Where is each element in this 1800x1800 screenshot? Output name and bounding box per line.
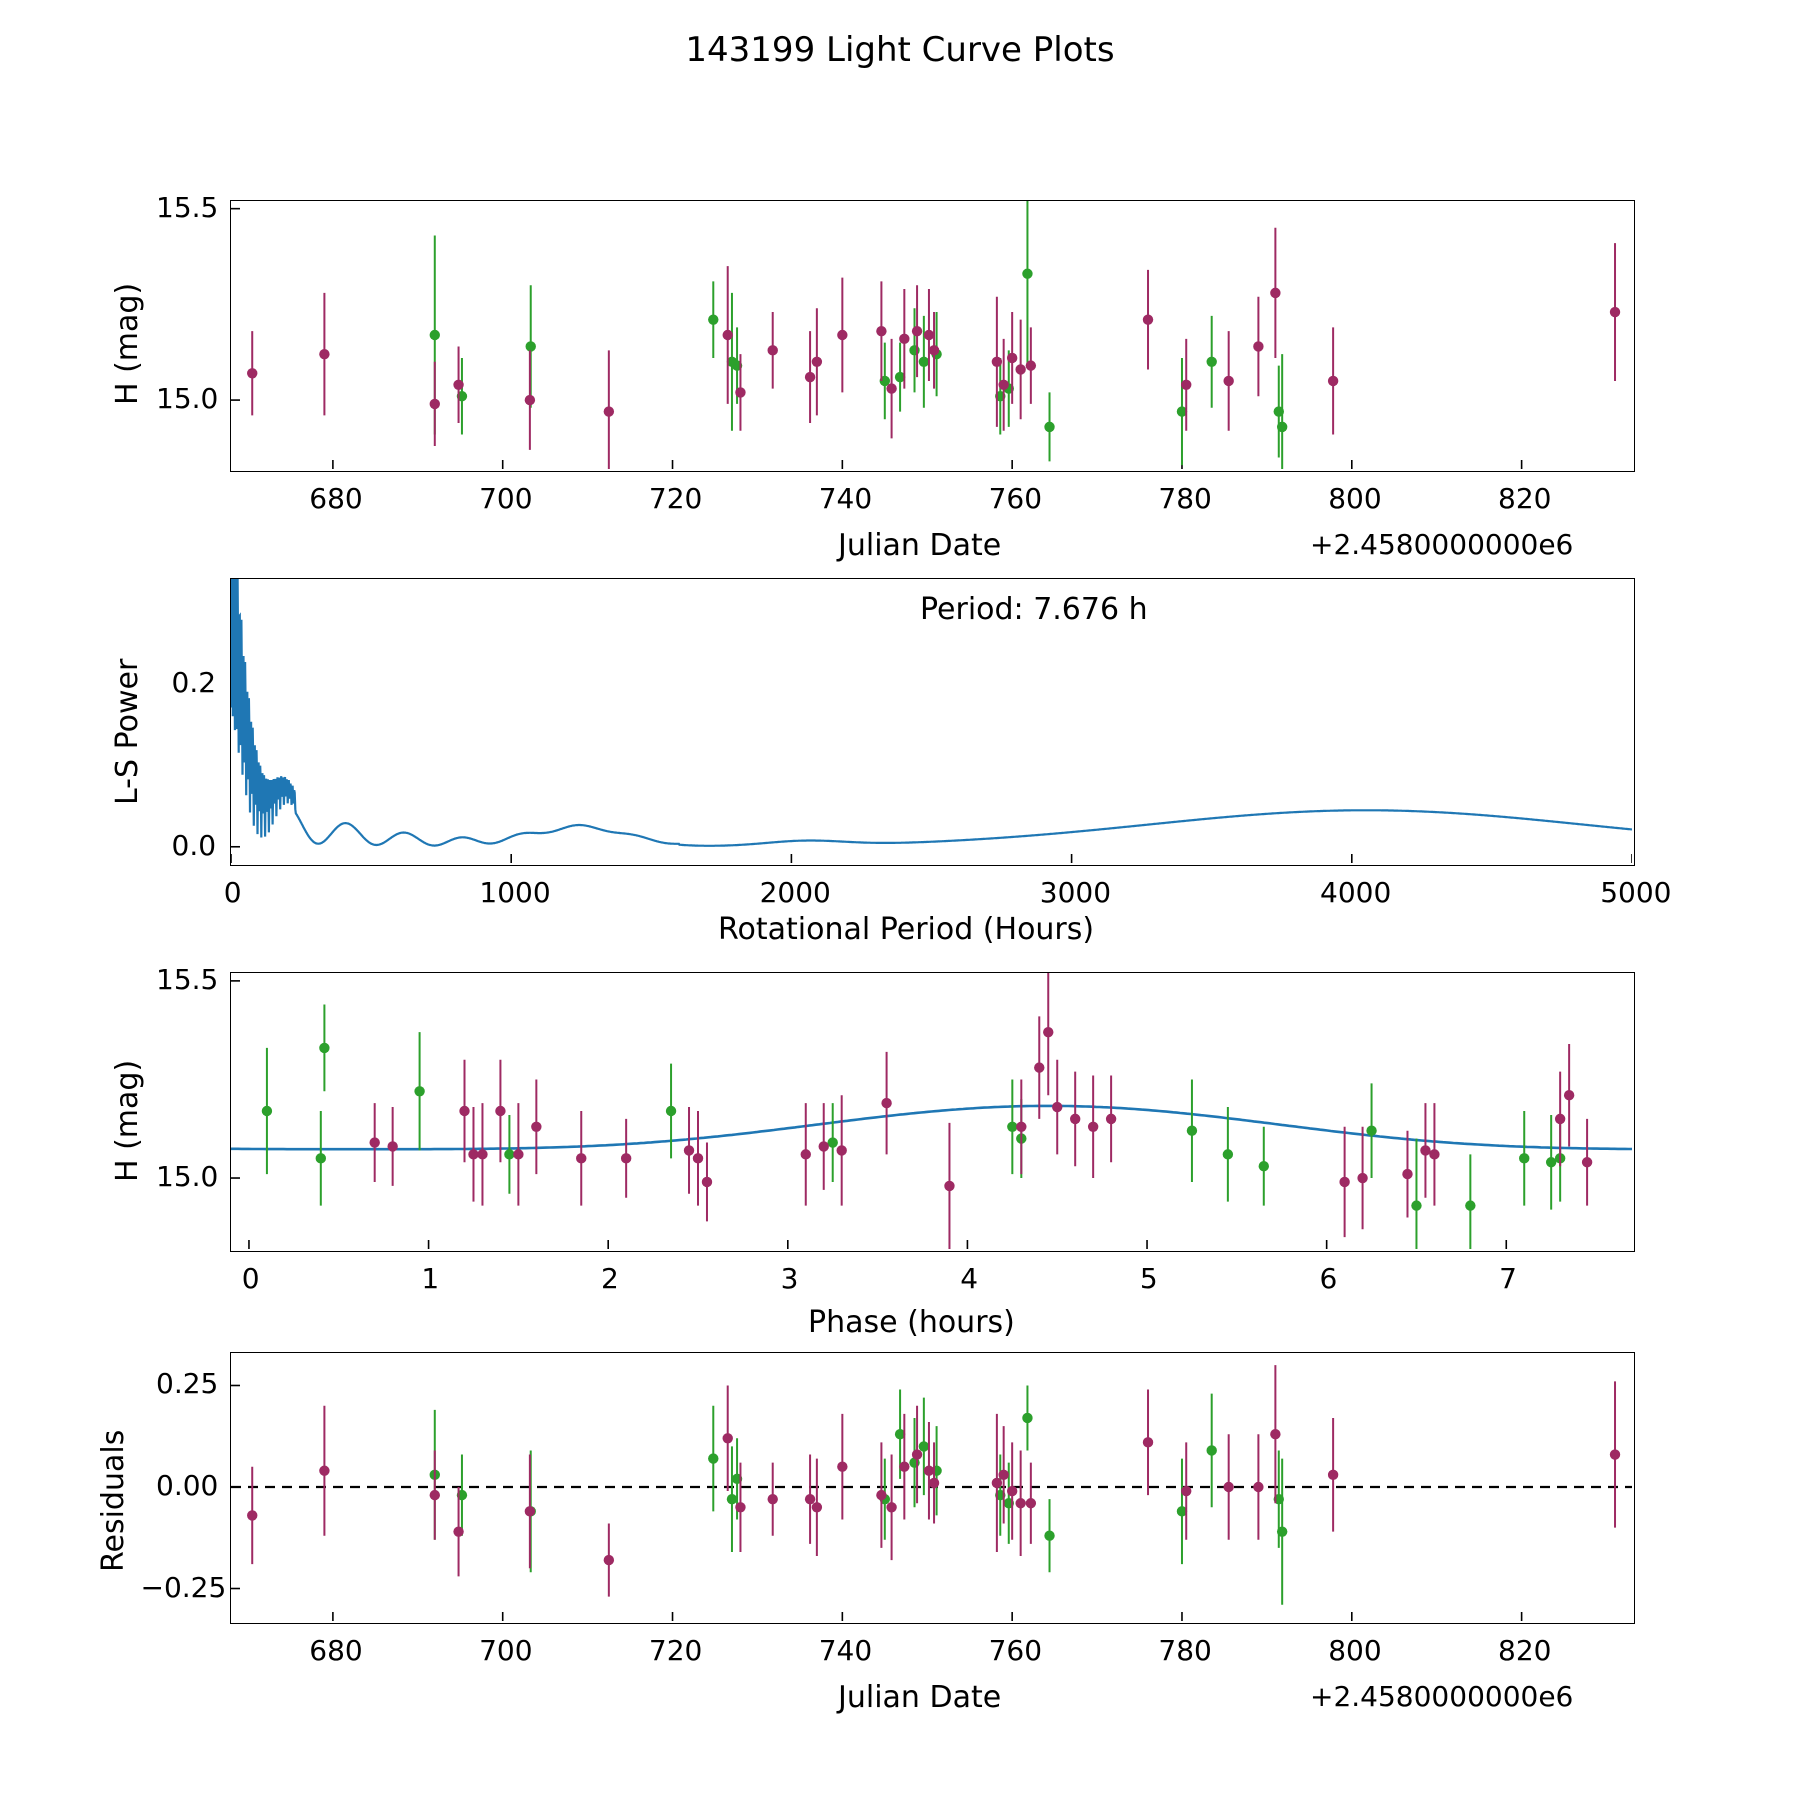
ytick-lightcurve-1: 15.5 — [156, 190, 219, 224]
figure-title: 143199 Light Curve Plots — [685, 30, 1115, 70]
xtick-lightcurve-1: 700 — [479, 482, 533, 515]
xtick-periodogram-5: 5000 — [1600, 876, 1672, 909]
ytick-phase-folded-1: 15.5 — [156, 962, 219, 996]
xtick-lightcurve-2: 720 — [648, 482, 703, 515]
xtick-residuals-6: 800 — [1328, 1634, 1382, 1667]
panel3-xlabel: Phase (hours) — [808, 1305, 1015, 1340]
xtick-lightcurve-7: 820 — [1498, 482, 1552, 515]
xtick-periodogram-1: 1000 — [479, 876, 551, 909]
series-green — [262, 1005, 1566, 1249]
series-green — [430, 201, 1288, 469]
xtick-phase-folded-1: 1 — [421, 1262, 440, 1295]
ytick-periodogram-1: 0.2 — [171, 666, 217, 700]
ytick-residuals-1: 0.00 — [156, 1469, 219, 1502]
xtick-phase-folded-7: 7 — [1499, 1262, 1517, 1295]
xtick-periodogram-0: 0 — [223, 876, 242, 909]
xtick-periodogram-3: 3000 — [1039, 876, 1112, 909]
xtick-residuals-4: 760 — [988, 1634, 1043, 1667]
xtick-lightcurve-0: 680 — [309, 482, 363, 515]
xtick-lightcurve-5: 780 — [1158, 482, 1212, 515]
xtick-lightcurve-4: 760 — [988, 482, 1043, 515]
panel4-xoffset: +2.4580000000e6 — [1310, 1680, 1574, 1713]
xtick-phase-folded-0: 0 — [241, 1262, 260, 1295]
series-purple — [247, 228, 1620, 469]
panel-lightcurve — [230, 200, 1635, 472]
fit-curve — [231, 1106, 1632, 1149]
xtick-periodogram-2: 2000 — [759, 876, 831, 909]
panel-phase-folded — [230, 972, 1635, 1252]
xtick-residuals-2: 720 — [648, 1634, 703, 1667]
ytick-periodogram-0: 0.0 — [171, 828, 217, 862]
ytick-residuals-2: 0.25 — [156, 1367, 219, 1401]
xtick-residuals-3: 740 — [818, 1634, 873, 1667]
ytick-lightcurve-0: 15.0 — [156, 382, 219, 416]
xtick-phase-folded-4: 4 — [960, 1262, 979, 1295]
ytick-residuals-0: −0.25 — [140, 1570, 227, 1604]
panel4-xlabel: Julian Date — [838, 1680, 1002, 1715]
xtick-residuals-5: 780 — [1158, 1634, 1212, 1667]
xtick-lightcurve-6: 800 — [1328, 482, 1382, 515]
lightcurve-plot-area — [231, 201, 1632, 469]
xtick-phase-folded-3: 3 — [780, 1262, 799, 1295]
series-purple — [247, 1365, 1620, 1596]
panel2-ylabel: L-S Power — [110, 658, 145, 805]
xtick-residuals-7: 820 — [1498, 1634, 1552, 1667]
xtick-phase-folded-6: 6 — [1319, 1262, 1338, 1295]
panel1-ylabel: H (mag) — [110, 282, 145, 405]
xtick-phase-folded-2: 2 — [600, 1262, 619, 1295]
panel-residuals — [230, 1352, 1635, 1624]
xtick-phase-folded-5: 5 — [1139, 1262, 1158, 1295]
period-annotation: Period: 7.676 h — [920, 592, 1148, 627]
xtick-residuals-0: 680 — [309, 1634, 363, 1667]
phase-folded-plot-area — [231, 973, 1632, 1249]
xtick-periodogram-4: 4000 — [1320, 876, 1392, 909]
panel2-xlabel: Rotational Period (Hours) — [718, 912, 1095, 947]
series-green — [430, 1385, 1288, 1604]
panel4-ylabel: Residuals — [96, 1429, 131, 1572]
series-purple — [369, 973, 1592, 1249]
panel1-xoffset: +2.4580000000e6 — [1310, 528, 1574, 561]
panel1-xlabel: Julian Date — [838, 528, 1002, 563]
ytick-phase-folded-0: 15.0 — [156, 1160, 219, 1194]
xtick-residuals-1: 700 — [479, 1634, 533, 1667]
panel3-ylabel: H (mag) — [110, 1059, 145, 1182]
xtick-lightcurve-3: 740 — [818, 482, 873, 515]
residuals-plot-area — [231, 1353, 1632, 1621]
